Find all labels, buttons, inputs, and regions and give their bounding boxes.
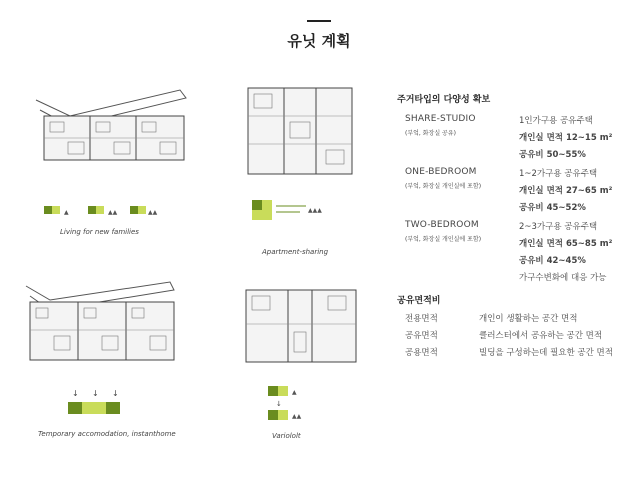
type-spec: 가구수변화에 대응 가능 [519,273,607,283]
svg-text:▲: ▲ [292,389,297,396]
caption-temporary: Temporary accomodation, instanthome [38,430,176,438]
caption-apartment-sharing: Apartment-sharing [262,248,329,256]
type-spec: 1인가구용 공유주택 [519,116,593,126]
household-icons-new-families [42,200,162,220]
type-sub: (부엌, 화장실 개인실에 포함) [405,183,482,190]
svg-text:↓: ↓ [72,389,79,398]
ratio-desc: 클러스터에서 공유하는 공간 면적 [479,331,603,341]
household-icons-temporary [62,386,142,422]
ratio-label: 공용면적 [405,348,438,358]
caption-new-families: Living for new families [60,228,139,236]
ratio-label: 전용면적 [405,314,438,324]
type-spec: 공유비 50~55% [519,150,586,160]
svg-text:↓: ↓ [276,400,282,408]
svg-text:▲▲: ▲▲ [108,209,118,216]
svg-text:▲▲: ▲▲ [292,413,302,420]
ratio-desc: 빌딩을 구성하는데 필요한 공간 면적 [479,348,613,358]
title-accent-bar [307,20,331,22]
ratio-desc: 개인이 생활하는 공간 면적 [479,314,578,324]
ratio-label: 공유면적 [405,331,438,341]
type-spec: 2~3가구용 공유주택 [519,222,598,232]
floor-plan-apartment-sharing [240,82,360,180]
type-spec: 개인실 면적 12~15 m² [519,133,613,143]
type-name: SHARE-STUDIO [405,114,476,124]
type-sub: (부엌, 화장실 개인실에 포함) [405,236,482,243]
ratio-heading: 공유면적비 [397,296,441,306]
type-spec: 개인실 면적 27~65 m² [519,186,613,196]
floor-plan-temporary-accommodation [20,278,180,368]
svg-text:↓: ↓ [112,389,119,398]
svg-text:↓: ↓ [92,389,99,398]
household-icons-variololt [266,384,316,424]
type-spec: 개인실 면적 65~85 m² [519,239,613,249]
type-spec: 공유비 42~45% [519,256,586,266]
svg-text:▲▲▲: ▲▲▲ [308,207,322,214]
svg-text:▲▲: ▲▲ [148,209,158,216]
page-title: 유닛 계획 [287,32,351,50]
household-icons-apartment-sharing [250,196,330,226]
type-name: TWO-BEDROOM [405,220,479,230]
type-sub: (부엌, 화장실 공유) [405,130,456,137]
caption-variololt: Variololt [272,432,301,440]
floor-plan-variololt [238,286,363,366]
type-name: ONE-BEDROOM [405,167,477,177]
type-spec: 1~2가구용 공유주택 [519,169,598,179]
svg-text:▲: ▲ [64,209,69,216]
type-spec: 공유비 45~52% [519,203,586,213]
floor-plan-new-families [30,88,190,168]
diversity-heading: 주거타입의 다양성 확보 [397,95,491,105]
